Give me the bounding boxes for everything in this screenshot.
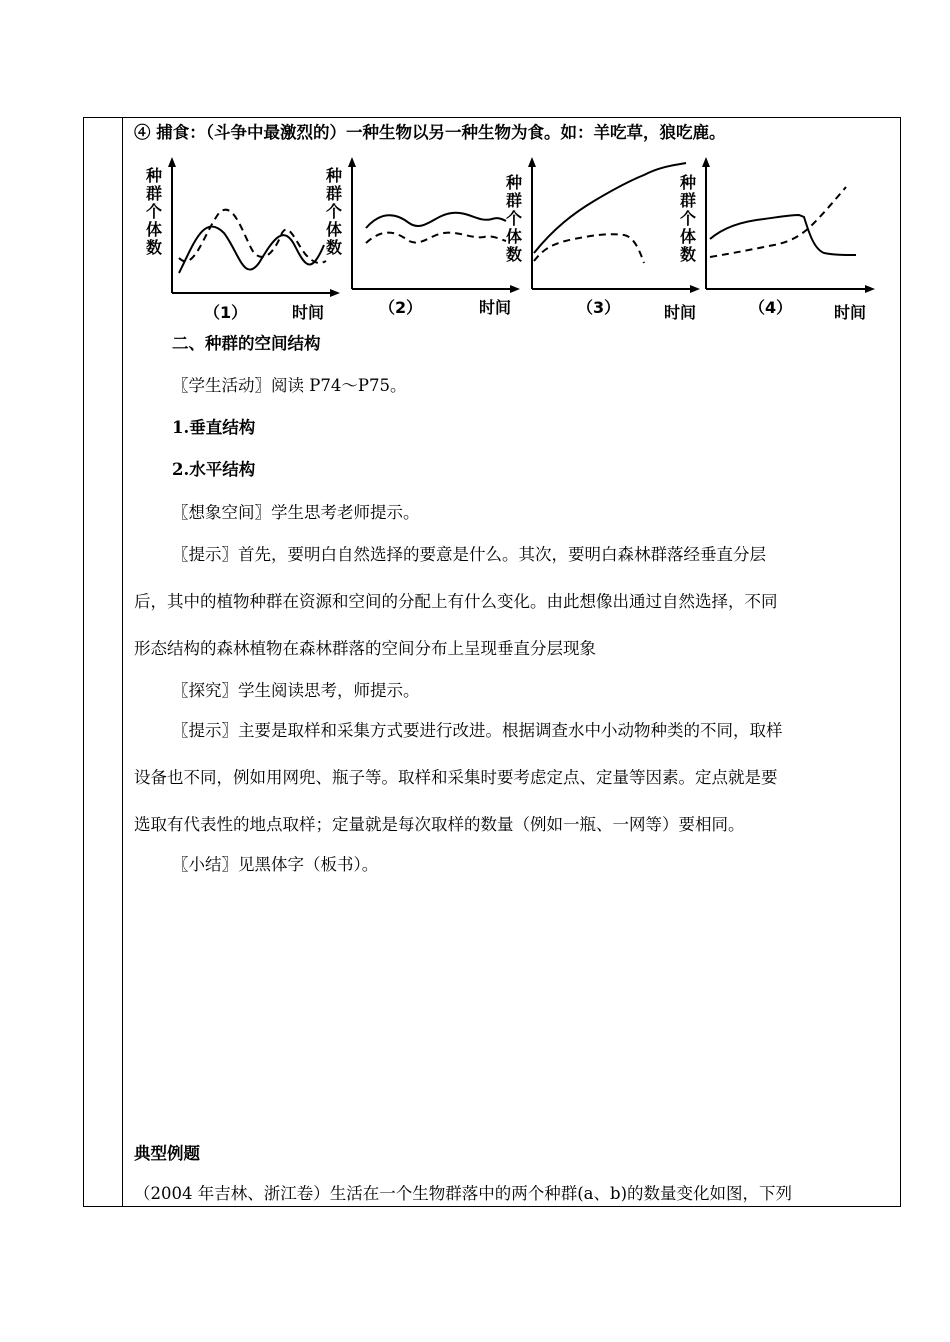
graph-2-ylabel-4: 体	[326, 220, 343, 239]
graph-3-ylabel-1: 种	[506, 173, 523, 192]
graph-1-label: （1）	[204, 303, 248, 322]
graph-2	[325, 157, 523, 317]
section-heading: 二、种群的空间结构	[172, 334, 321, 353]
hint2-line3: 选取有代表性的地点取样；定量就是每次取样的数量（例如一瓶、一网等）要相同。	[134, 815, 745, 834]
graph-1-ylabel-1: 种	[146, 166, 163, 185]
item-horizontal-structure: 2.水平结构	[172, 460, 256, 479]
graph-3-ylabel-4: 体	[506, 227, 523, 246]
graph-2-ylabel-1: 种	[326, 166, 343, 185]
graph-3-xlabel: 时间	[664, 303, 697, 322]
graph-3-ylabel-3: 个	[506, 209, 523, 228]
graph-2-ylabel-5: 数	[326, 238, 343, 257]
summary: 〖小结〗见黑体字（板书）。	[172, 855, 379, 874]
graph-3	[505, 157, 700, 322]
graph-4-ylabel-2: 群	[680, 191, 697, 210]
graph-4-ylabel-3: 个	[680, 209, 697, 228]
example-heading: 典型例题	[134, 1144, 200, 1163]
graph-4-xlabel: 时间	[834, 303, 867, 322]
graph-4	[679, 157, 875, 322]
graph-3-ylabel-2: 群	[506, 191, 523, 210]
student-activity: 〖学生活动〗阅读 P74～P75。	[172, 376, 407, 395]
predation-title: ④ 捕食：（斗争中最激烈的）一种生物以另一种生物为食。如：羊吃草，狼吃鹿。	[134, 123, 726, 142]
table-column-divider	[122, 118, 123, 1206]
hint2-line1: 〖提示〗主要是取样和采集方式要进行改进。根据调查水中小动物种类的不同，取样	[172, 721, 783, 740]
hint1-line2: 后，其中的植物种群在资源和空间的分配上有什么变化。由此想像出通过自然选择，不同	[134, 592, 778, 611]
item-vertical-structure: 1.垂直结构	[172, 418, 256, 437]
graph-4-ylabel-1: 种	[680, 173, 697, 192]
graph-2-xlabel: 时间	[479, 298, 512, 317]
hint1-line3: 形态结构的森林植物在森林群落的空间分布上呈现垂直分层现象	[134, 639, 596, 658]
graph-1-xlabel: 时间	[292, 303, 325, 322]
graph-1-ylabel-2: 群	[146, 184, 163, 203]
graph-1	[145, 157, 343, 322]
explore: 〖探究〗学生阅读思考，师提示。	[172, 681, 420, 700]
graph-4-ylabel-5: 数	[680, 245, 697, 264]
graph-4-label: （4）	[749, 298, 793, 317]
graph-4-ylabel-4: 体	[680, 227, 697, 246]
lesson-table	[83, 117, 901, 1207]
example-text: （2004 年吉林、浙江卷）生活在一个生物群落中的两个种群(a、b)的数量变化如图，下列	[134, 1184, 793, 1203]
graph-3-ylabel-5: 数	[506, 245, 523, 264]
graph-1-ylabel-5: 数	[146, 238, 163, 257]
imagine-space: 〖想象空间〗学生思考老师提示。	[172, 503, 420, 522]
graph-2-ylabel-2: 群	[326, 184, 343, 203]
graph-2-label: （2）	[379, 298, 423, 317]
predation-graphs	[134, 153, 879, 323]
hint1-line1: 〖提示〗首先，要明白自然选择的要意是什么。其次，要明白森林群落经垂直分层	[172, 545, 766, 564]
graph-1-ylabel-4: 体	[146, 220, 163, 239]
graph-3-label: （3）	[577, 298, 621, 317]
graph-2-ylabel-3: 个	[326, 202, 343, 221]
hint2-line2: 设备也不同，例如用网兜、瓶子等。取样和采集时要考虑定点、定量等因素。定点就是要	[134, 768, 778, 787]
graph-1-ylabel-3: 个	[146, 202, 163, 221]
